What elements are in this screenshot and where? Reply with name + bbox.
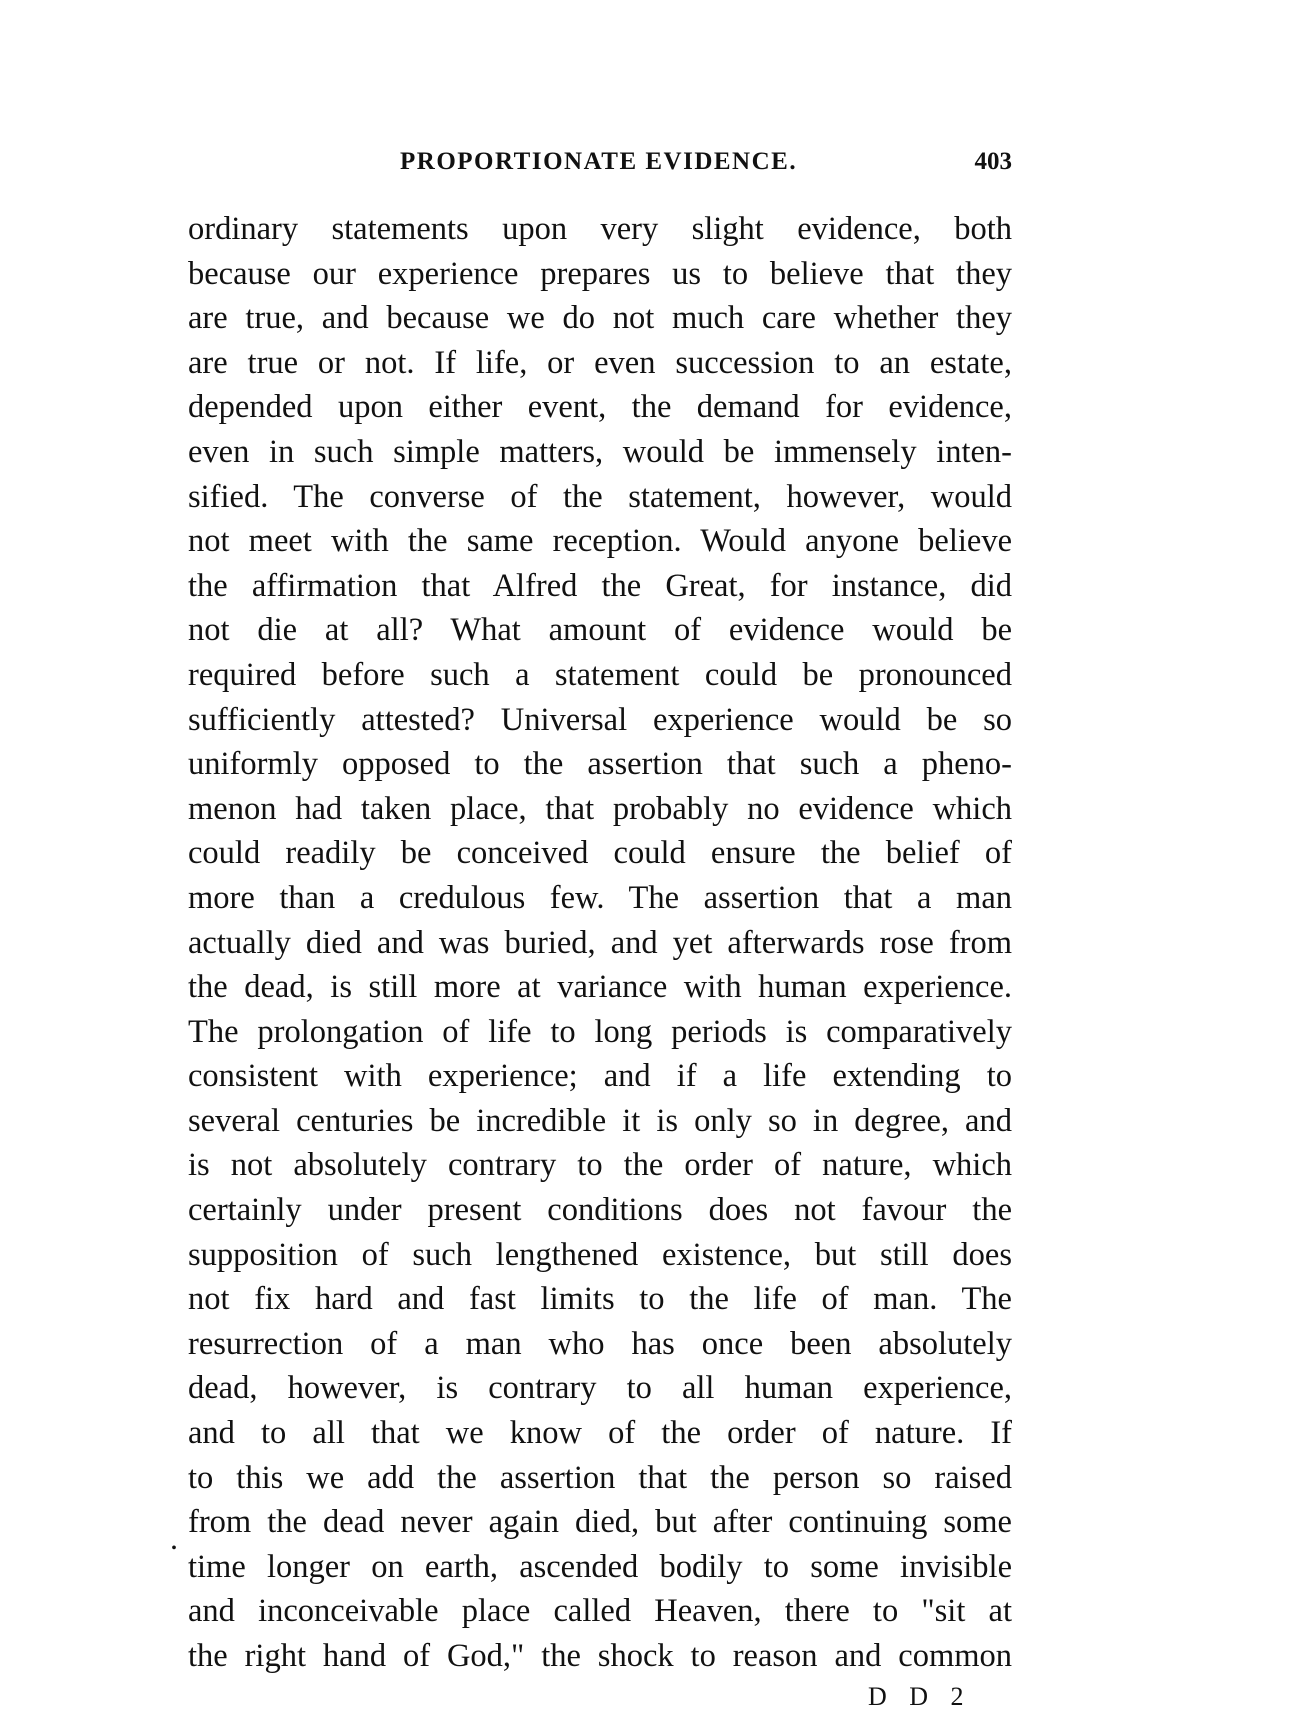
text-line: certainly under present conditions does not favour the: [188, 1192, 1012, 1229]
text-line: not fix hard and fast limits to the life of man. The: [188, 1281, 1012, 1318]
text-line: even in such simple matters, would be immensely inten-: [188, 433, 1012, 470]
text-line: sufficiently attested? Universal experience would be so: [188, 701, 1012, 738]
text-line: the dead, is still more at variance with human experience.: [188, 969, 1012, 1006]
running-title: PROPORTIONATE EVIDENCE.: [400, 148, 798, 175]
margin-mark: .: [170, 1520, 178, 1556]
text-line: and to all that we know of the order of nature. If: [188, 1415, 1012, 1452]
text-line: sified. The converse of the statement, however, would: [188, 478, 1012, 515]
text-line: are true or not. If life, or even succession to an estate,: [188, 344, 1012, 381]
text-line: not die at all? What amount of evidence would be: [188, 612, 1012, 649]
text-line: time longer on earth, ascended bodily to some invisible: [188, 1548, 1012, 1585]
text-line: actually died and was buried, and yet afterwards rose from: [188, 924, 1012, 961]
text-line: is not absolutely contrary to the order of nature, which: [188, 1147, 1012, 1184]
text-line: because our experience prepares us to believe that they: [188, 255, 1012, 292]
text-line: could readily be conceived could ensure the belief of: [188, 835, 1012, 872]
text-line: from the dead never again died, but after continuing some: [188, 1504, 1012, 1541]
text-line: resurrection of a man who has once been absolutely: [188, 1325, 1012, 1362]
text-line: more than a credulous few. The assertion that a man: [188, 879, 1012, 916]
text-line: to this we add the assertion that the person so raised: [188, 1459, 1012, 1496]
text-line: and inconceivable place called Heaven, there to "sit at: [188, 1593, 1012, 1630]
text-line: are true, and because we do not much care whether they: [188, 300, 1012, 337]
text-line: dead, however, is contrary to all human experience,: [188, 1370, 1012, 1407]
text-line: The prolongation of life to long periods is comparatively: [188, 1013, 1012, 1050]
text-line: required before such a statement could be pronounced: [188, 656, 1012, 693]
text-line: the right hand of God," the shock to reason and common: [188, 1638, 1012, 1674]
text-line: depended upon either event, the demand for evidence,: [188, 389, 1012, 426]
text-line: uniformly opposed to the assertion that such a pheno-: [188, 746, 1012, 783]
text-line: menon had taken place, that probably no evidence which: [188, 790, 1012, 827]
body-text: [188, 207, 1012, 1679]
running-head: [188, 146, 1012, 178]
signature-mark: D D 2: [868, 1682, 972, 1711]
text-line: the affirmation that Alfred the Great, for instance, did: [188, 567, 1012, 604]
text-line: supposition of such lengthened existence, but still does: [188, 1236, 1012, 1273]
text-line: several centuries be incredible it is only so in degree, and: [188, 1102, 1012, 1139]
text-line: consistent with experience; and if a life extending to: [188, 1058, 1012, 1095]
text-line: not meet with the same reception. Would anyone believe: [188, 523, 1012, 560]
text-line: ordinary statements upon very slight evidence, both: [188, 211, 1012, 247]
page-number: 403: [974, 148, 1012, 175]
